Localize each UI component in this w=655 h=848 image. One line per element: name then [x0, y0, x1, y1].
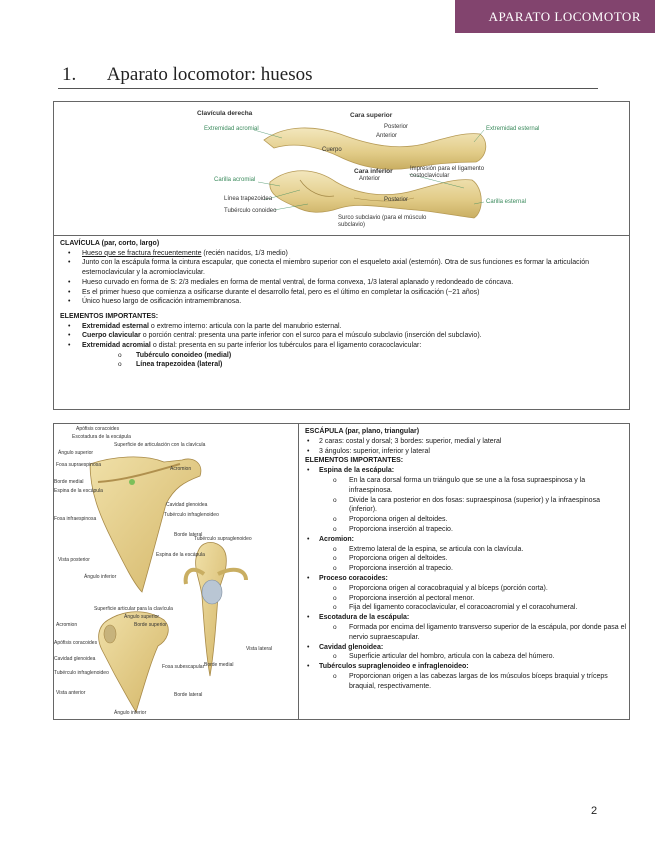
- scapula-intro-2: • 3 ángulos: superior, inferior y lateral: [305, 447, 627, 457]
- scapula-group: • Proceso coracoides:: [305, 574, 627, 584]
- scapula-figure-label: Borde lateral: [174, 692, 203, 698]
- clavicle-element: • Extremidad esternal o extremo interno: articula con la parte del manubrio esternal.: [60, 322, 625, 332]
- scapula-group: • Escotadura de la escápula:: [305, 613, 627, 623]
- label-posterior-top: Posterior: [384, 124, 409, 130]
- clavicle-bullet: • Es el primer hueso que comienza a osificarse durante el desarrollo fetal, pero es el último en completar la osificación (~21 años): [60, 288, 625, 298]
- label-anterior-top: Anterior: [376, 133, 398, 139]
- clavicle-box: [53, 101, 630, 410]
- scapula-groups: [305, 466, 627, 691]
- scapula-group-item: o Proporciona origen al deltoides.: [305, 515, 627, 525]
- scapula-figure-label: Ángulo superior: [124, 614, 160, 620]
- scapula-figure-label: Superficie articular para la clavícula: [94, 606, 173, 612]
- clavicle-sub-element: o Tubérculo conoideo (medial): [60, 351, 625, 361]
- label-posterior-bottom: Posterior: [384, 197, 409, 203]
- scapula-group-item: o Superficie articular del hombro, articula con la cabeza del húmero.: [305, 652, 627, 662]
- scapula-group-item: o Divide la cara posterior en dos fosas: supraespinosa (superior) y la infraespinosa (inferior).: [305, 496, 627, 516]
- scapula-lateral-shape: [196, 543, 227, 677]
- scapula-figure-label: Tubérculo infraglenoideo: [54, 670, 109, 676]
- clavicle-bullet: • Hueso curvado en forma de S: 2/3 mediales en forma de mental ventral, de forma convexa, 1/3 lateral aplanado y redondeado de cóncava.: [60, 278, 625, 288]
- scapula-group-item: o Proporciona origen al deltoides.: [305, 554, 627, 564]
- scapula-figure-label: Fosa subescapular: [162, 664, 205, 670]
- scapula-figure-label: Acromion: [56, 622, 78, 628]
- scapula-figure-label: Vista lateral: [246, 646, 273, 652]
- clavicle-elements: [60, 322, 625, 371]
- scapula-group-item: o Proporciona inserción al pectoral menor.: [305, 594, 627, 604]
- clavicle-bullet: • Hueso que se fractura frecuentemente (recién nacidos, 1/3 medio): [60, 249, 625, 259]
- scapula-figure-label: Espina de la escápula: [156, 552, 205, 558]
- label-anterior-bottom: Anterior: [359, 176, 381, 182]
- clavicle-text: [60, 239, 625, 370]
- scapula-figure-label: Borde lateral: [174, 532, 203, 538]
- scapula-figure-label: Vista anterior: [56, 690, 86, 696]
- label-linea-trapezoidea: Línea trapezoidea: [224, 196, 273, 202]
- clavicle-element: • Cuerpo clavicular o porción central: presenta una parte inferior con el surco para el músculo subclavio (inserción del subclavio).: [60, 331, 625, 341]
- scapula-group-item: o Fija del ligamento coracoclavicular, el coracoacromial y el coracohumeral.: [305, 603, 627, 613]
- scapula-group: • Tubérculos supraglenoideo e infraglenoideo:: [305, 662, 627, 672]
- scapula-group: • Acromion:: [305, 535, 627, 545]
- scapula-figure-label: Cavidad glenoidea: [166, 502, 208, 508]
- scapula-heading: ESCÁPULA (par, plano, triangular): [305, 428, 420, 435]
- scapula-elements-heading: ELEMENTOS IMPORTANTES:: [305, 457, 404, 465]
- scapula-text: [305, 427, 627, 692]
- scapula-group-item: o Proporciona inserción al trapecio.: [305, 564, 627, 574]
- scapula-figure-label: Escotadura de la escápula: [72, 434, 131, 440]
- scapula-box: [53, 423, 630, 720]
- scapula-figure-label: Tubérculo supraglenoideo: [194, 536, 252, 542]
- title-rule: [58, 88, 598, 89]
- header-tab: [455, 0, 655, 33]
- clavicle-bullet: • Junto con la escápula forma la cintura escapular, que conecta el miembro superior con el esqueleto axial (esternón). Otra de sus funciones es formar la articulación esternoclavicular y la acromioclavicular.: [60, 258, 625, 277]
- scapula-figure-label: Ángulo inferior: [84, 574, 117, 580]
- scapula-figure-label: Apófisis coracoides: [76, 426, 120, 432]
- clavicle-heading: CLAVÍCULA (par, corto, largo): [60, 240, 160, 247]
- scapula-posterior-shape: [90, 457, 201, 592]
- scapula-figure: [54, 424, 299, 719]
- scapula-group-item: o Extremo lateral de la espina, se articula con la clavícula.: [305, 545, 627, 555]
- scapula-group-item: o Proporciona inserción al trapecio.: [305, 525, 627, 535]
- scapula-figure-label: Borde medial: [204, 662, 234, 668]
- page-number: 2: [591, 805, 598, 817]
- clavicle-element: • Extremidad acromial o distal: presenta en su parte inferior los tubérculos para el ligamento coracoclavicular:: [60, 341, 625, 351]
- scapula-figure-label: Ángulo inferior: [114, 710, 147, 716]
- scapula-intro-1: • 2 caras: costal y dorsal; 3 bordes: superior, medial y lateral: [305, 437, 627, 447]
- header-label: APARATO LOCOMOTOR: [488, 9, 641, 24]
- label-cara-superior: Cara superior: [350, 112, 393, 119]
- scapula-figure-label: Espina de la escápula: [54, 488, 103, 494]
- clavicle-elements-heading: ELEMENTOS IMPORTANTES:: [60, 312, 159, 320]
- clavicle-figure-title: Clavícula derecha: [197, 110, 253, 117]
- clavicle-bullet: • Único hueso largo de osificación intramembranosa.: [60, 297, 625, 307]
- scapula-figure-label: Acromion: [170, 466, 192, 472]
- section-title: [62, 64, 313, 86]
- clavicle-figure: [54, 102, 629, 236]
- scapula-group: • Espina de la escápula:: [305, 466, 627, 476]
- scapula-figure-label: Superficie de articulación con la clavícula: [114, 442, 206, 448]
- scapula-group-item: o Proporciona origen al coracobraquial y al bíceps (porción corta).: [305, 584, 627, 594]
- label-carilla-acromial: Carilla acromial: [214, 177, 256, 183]
- scapula-figure-label: Cavidad glenoidea: [54, 656, 96, 662]
- label-cara-inferior: Cara inferior: [354, 168, 393, 175]
- clavicle-top-shape: [264, 128, 486, 169]
- scapula-group: • Cavidad glenoidea:: [305, 643, 627, 653]
- label-impresion-ligamento: Impresión para el ligamento costoclavicular: [410, 166, 485, 179]
- scapula-figure-label: Apófisis coracoides: [54, 640, 98, 646]
- scapula-figure-label: Borde medial: [54, 479, 84, 485]
- label-extremidad-acromial: Extremidad acromial: [204, 126, 259, 132]
- scapula-group-item: o Formada por encima del ligamento transverso superior de la escápula, por donde pasa el nervio supraescapular.: [305, 623, 627, 643]
- section-title-text: Aparato locomotor: huesos: [106, 64, 313, 85]
- scapula-figure-label: Borde superior: [134, 622, 167, 628]
- scapula-figure-label: Ángulo superior: [58, 450, 94, 456]
- label-carilla-esternal: Carilla esternal: [486, 199, 527, 205]
- clavicle-sub-element: o Línea trapezoidea (lateral): [60, 360, 625, 370]
- scapula-figure-label: Fosa infraespinosa: [54, 516, 97, 522]
- scapula-figure-label: Fosa supraespinosa: [56, 462, 102, 468]
- label-cuerpo: Cuerpo: [322, 147, 342, 153]
- scapula-figure-label: Vista posterior: [58, 557, 90, 563]
- scapula-group-item: o Proporcionan origen a las cabezas largas de los músculos bíceps braquial y tríceps braquial, respectivamente.: [305, 672, 627, 692]
- label-tuberculo-conoideo: Tubérculo conoideo: [224, 208, 277, 214]
- scapula-group-item: o En la cara dorsal forma un triángulo que se une a la fosa supraespinosa y la infraespinosa.: [305, 476, 627, 496]
- scapula-figure-label: Tubérculo infraglenoideo: [164, 512, 219, 518]
- label-extremidad-esternal: Extremidad esternal: [486, 126, 540, 132]
- section-number: 1.: [62, 64, 77, 85]
- clavicle-bullets: [60, 249, 625, 307]
- label-surco-subclavio: Surco subclavio (para el músculo subclavio): [338, 215, 427, 228]
